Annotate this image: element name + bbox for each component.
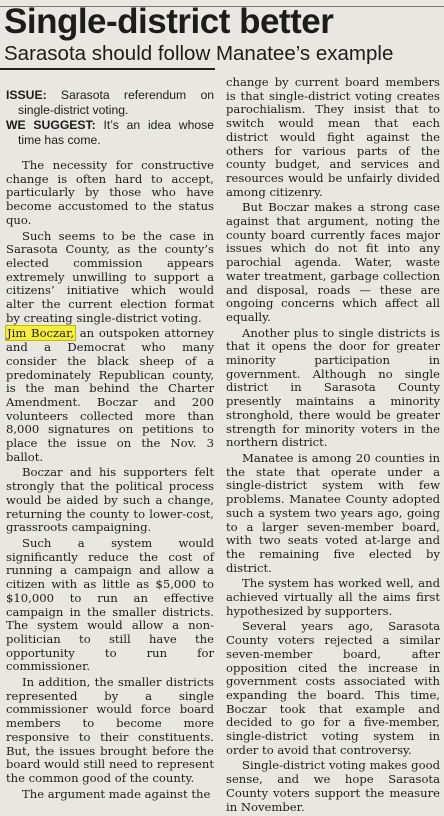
- left-column: [6, 72, 214, 803]
- headline: Single-district better: [4, 2, 334, 41]
- paragraph: The system has worked well, and achieved virtually all the aims first hypothesized by supporters.: [226, 576, 440, 618]
- paragraph: Several years ago, Sarasota County voters rejected a similar seven-member board, after opposition cited the increase in government costs associated with expanding the board. This time, Boczar took that example and decided to go for a five-member, single-district voting system in order to avoid that controversy.: [226, 619, 440, 757]
- paragraph: change by current board members is that single-district voting creates parochialism. They insist that to switch would mean that each district would fight against the others for various parts of the county budget, and services and resources would be unfairly divided among citizenry.: [226, 75, 440, 199]
- issue-text: Sarasota referendum on single-district voting.: [18, 88, 214, 117]
- paragraph: Another plus to single districts is that it opens the door for greater minority participation in government. Although no single district in Sarasota County presently maintains a minority stronghold, there would be greater strength for minority voters in the northern district.: [226, 325, 440, 450]
- paragraph: Boczar and his supporters felt strongly that the political process would be aided by such a change, returning the county to lower-cost, grassroots campaigning.: [6, 465, 214, 535]
- paragraph: Manatee is among 20 counties in the state that operate under a single-district system with few problems. Manatee County adopted such a system two years ago, going to a larger seven-member board, with two seats voted at-large and the remaining five elected by district.: [226, 450, 440, 575]
- paragraph-continuation: an outspoken attorney and a Democrat who many consider the black sheep of a predominately Republican county, is the man behind the Charter Amendment. Boczar and 200 volunteers collected more than 8,000 signatures on petitions to place the issue on the Nov. 3 ballot.: [6, 326, 214, 464]
- suggest-label: WE SUGGEST:: [6, 118, 96, 132]
- divider-rule: [0, 68, 215, 70]
- paragraph: In addition, the smaller districts represented by a single commissioner would force board members to become more responsive to their constituents. But, the issues brought before the board would still need to represent the common good of the county.: [6, 675, 214, 785]
- subheadline: Sarasota should follow Manatee’s example: [4, 42, 394, 65]
- paragraph: Such seems to be the case in Sarasota County, as the county’s elected commission appears extremely unwilling to support a citizens’ initiative which would alter the current election format by creating single-district voting.: [6, 228, 214, 325]
- issue-line: [6, 88, 214, 117]
- paragraph: The necessity for constructive change is often hard to accept, particularly by those who have become accustomed to the status quo.: [6, 158, 214, 227]
- paragraph: Such a system would significantly reduce the cost of running a campaign and allow a citizen with as little as $5,000 to $10,000 to run an effective campaign in the smaller districts. The system would allow a non-politician to still have the opportunity to run for commissioner.: [6, 535, 214, 674]
- issue-label: ISSUE:: [6, 88, 47, 102]
- paragraph: But Boczar makes a strong case against that argument, noting the county board currently faces major issues which do not fit into any parochial agenda. Water, waste water treatment, garbage collection and disposal, roads — these are ongoing concerns which affect all equally.: [226, 200, 440, 324]
- highlighted-name: Jim Boczar,: [7, 326, 75, 341]
- right-column: [226, 76, 440, 816]
- editorial-summary-box: [6, 72, 214, 147]
- paragraph: The argument made against the: [22, 786, 211, 801]
- suggest-text: It’s an idea whose time has come.: [18, 118, 215, 147]
- paragraph: Single-district voting makes good sense, and we hope Sarasota County voters support the measure in November.: [226, 758, 440, 814]
- paragraph: [6, 327, 214, 464]
- suggest-line: [6, 118, 214, 147]
